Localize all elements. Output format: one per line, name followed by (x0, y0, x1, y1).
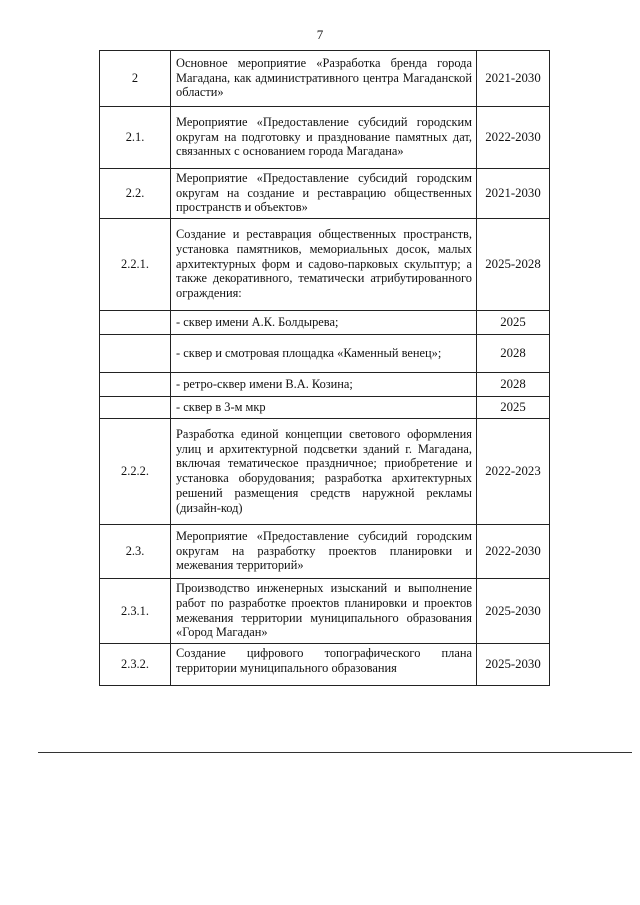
row-period: 2025-2030 (477, 643, 550, 685)
row-description: - сквер в 3-м мкр (171, 397, 477, 419)
table-row (100, 51, 550, 107)
activities-table (99, 50, 550, 686)
row-number: 2.3. (100, 525, 171, 579)
page-number: 7 (316, 27, 324, 42)
row-period: 2022-2030 (477, 107, 550, 169)
row-period: 2025 (477, 311, 550, 335)
row-number (100, 397, 171, 419)
row-period: 2021-2030 (477, 169, 550, 219)
row-number: 2.3.2. (100, 643, 171, 685)
table-row (100, 525, 550, 579)
row-number: 2.1. (100, 107, 171, 169)
row-period: 2025-2030 (477, 579, 550, 644)
table-row (100, 643, 550, 685)
row-description: - сквер имени А.К. Болдырева; (171, 311, 477, 335)
row-description: Мероприятие «Предоставление субсидий городским округам на подготовку и празднование памятных дат, связанных с основанием города Магадана» (171, 107, 477, 169)
row-description: Разработка единой концепции светового оформления улиц и архитектурной подсветки зданий г. Магадана, включая тематическое праздничное; приобретение и установка оборудования; разработка архитектурных решений размещения средств наружной рекламы (дизайн-код) (171, 419, 477, 525)
row-period: 2025-2028 (477, 219, 550, 311)
row-number: 2 (100, 51, 171, 107)
table-row (100, 397, 550, 419)
row-description: Производство инженерных изысканий и выполнение работ по разработке проектов планировки и проектов межевания территории муниципального образования «Город Магадан» (171, 579, 477, 644)
row-number (100, 311, 171, 335)
table-row (100, 169, 550, 219)
row-number (100, 373, 171, 397)
table-row (100, 335, 550, 373)
row-description: Основное мероприятие «Разработка бренда города Магадана, как административного центра Магаданской области» (171, 51, 477, 107)
table-row (100, 311, 550, 335)
row-number: 2.2. (100, 169, 171, 219)
row-description: Мероприятие «Предоставление субсидий городским округам на разработку проектов планировки и межевания территорий» (171, 525, 477, 579)
row-period: 2028 (477, 373, 550, 397)
row-number: 2.3.1. (100, 579, 171, 644)
row-number (100, 335, 171, 373)
row-period: 2025 (477, 397, 550, 419)
row-period: 2022-2023 (477, 419, 550, 525)
row-description: Создание и реставрация общественных пространств, установка памятников, мемориальных досок, малых архитектурных форм и садово-парковых скульптур; а также декоративного, тематически атрибутированного ограждения: (171, 219, 477, 311)
row-period: 2021-2030 (477, 51, 550, 107)
row-number: 2.2.2. (100, 419, 171, 525)
row-period: 2022-2030 (477, 525, 550, 579)
row-description: Мероприятие «Предоставление субсидий городским округам на создание и реставрацию общественных пространств и объектов» (171, 169, 477, 219)
row-description: - ретро-сквер имени В.А. Козина; (171, 373, 477, 397)
table-row (100, 579, 550, 644)
row-description: Создание цифрового топографического плана территории муниципального образования (171, 643, 477, 685)
table-row (100, 107, 550, 169)
row-period: 2028 (477, 335, 550, 373)
footer-divider (38, 752, 632, 753)
table-row (100, 373, 550, 397)
table-row (100, 219, 550, 311)
row-number: 2.2.1. (100, 219, 171, 311)
row-description: - сквер и смотровая площадка «Каменный венец»; (171, 335, 477, 373)
table-row (100, 419, 550, 525)
